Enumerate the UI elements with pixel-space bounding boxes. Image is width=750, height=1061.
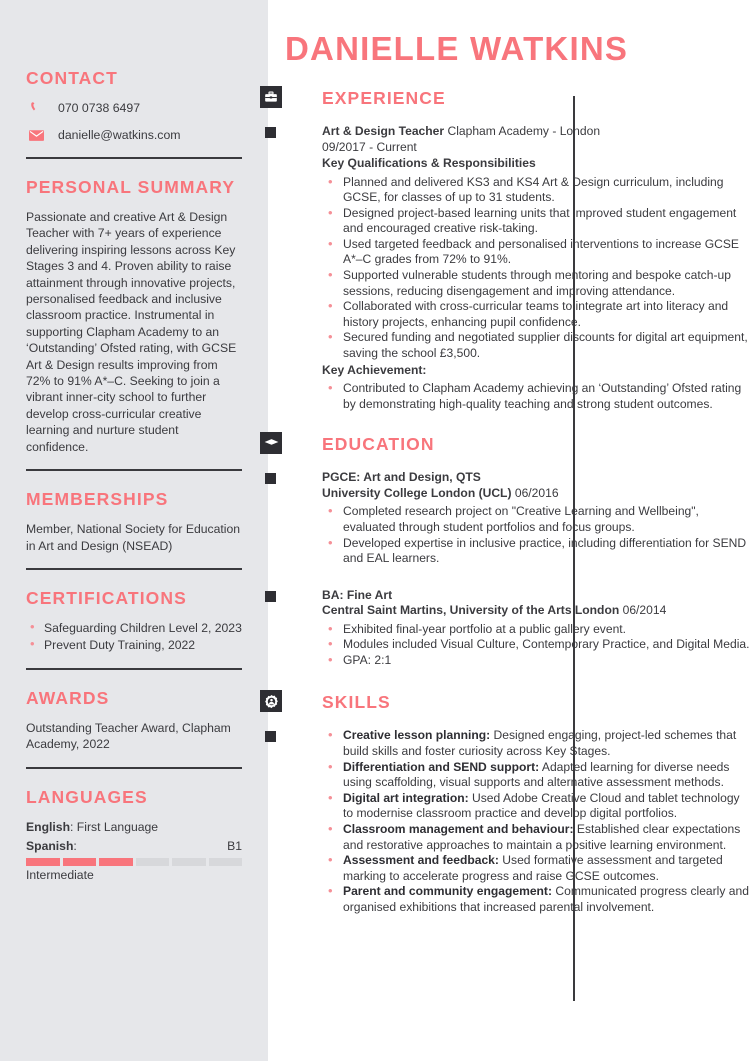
language-english-name: English <box>26 819 71 834</box>
summary-section <box>26 177 242 471</box>
list-item: • Planned and delivered KS3 and KS4 Art & Design curriculum, including GCSE, for classes of up to 31 students. <box>322 175 750 206</box>
list-item: • Prevent Duty Training, 2022 <box>26 637 242 653</box>
sidebar <box>0 0 268 1061</box>
list-item <box>322 853 750 884</box>
experience-header <box>285 86 750 110</box>
list-item: • Supported vulnerable students through mentoring and bespoke catch-up sessions, reducing disengagement and improving attendance. <box>322 268 750 299</box>
contact-section <box>26 0 242 159</box>
list-item: • Collaborated with cross-curricular teams to integrate art into literacy and history projects, enhancing pupil confidence. <box>322 299 750 330</box>
skill-name: Assessment and feedback: <box>343 853 499 868</box>
education-header <box>285 432 750 456</box>
education-title: EDUCATION <box>322 433 435 454</box>
contact-heading: CONTACT <box>26 68 118 88</box>
achievement-bullets <box>322 381 750 412</box>
job-dates: 09/2017 - Current <box>322 139 417 154</box>
school-name: Central Saint Martins, University of the Arts London <box>322 603 620 618</box>
skill-desc: Designed engaging, project-led schemes that build skills and foster curiosity across Key Stages. <box>343 728 737 759</box>
skill-name: Classroom management and behaviour: <box>343 822 574 837</box>
education-section <box>285 432 750 668</box>
bar-segment <box>136 858 170 866</box>
language-english-value: : First Language <box>70 819 159 834</box>
memberships-text: Member, National Society for Education in Art and Design (NSEAD) <box>26 522 241 553</box>
timeline-node <box>265 127 276 138</box>
list-item: • Modules included Visual Culture, Contemporary Practice, and Digital Media. <box>322 637 750 653</box>
certifications-list <box>26 620 242 654</box>
languages-section <box>26 787 242 882</box>
bar-segment <box>99 858 133 866</box>
language-spanish-name: Spanish <box>26 838 74 853</box>
list-item <box>322 791 750 822</box>
language-english <box>26 819 242 836</box>
phone-icon <box>26 100 46 116</box>
bar-segment <box>172 858 206 866</box>
list-item <box>322 822 750 853</box>
bar-segment <box>209 858 243 866</box>
list-item <box>322 884 750 915</box>
contact-email[interactable]: danielle@watkins.com <box>58 128 181 142</box>
summary-text: Passionate and creative Art & Design Teacher with 7+ years of experience delivering inspiring lessons across Key Stages 3 and 4. Proven ability to raise attainment through innovative projects, personalised feedback and inclusive classroom practice. Instrumental in supporting Clapham Academy to an ‘Outstanding’ Ofsted rating, with GCSE Art & Design results improving from 72% to 91% A*–C. Seeking to join a vibrant inner-city school to further develop cross-curricular creative learning and nurture student confidence. <box>26 210 237 454</box>
experience-title: EXPERIENCE <box>322 87 446 108</box>
skills-section <box>285 690 750 915</box>
awards-text: Outstanding Teacher Award, Clapham Academy, 2022 <box>26 720 231 752</box>
list-item: • Safeguarding Children Level 2, 2023 <box>26 620 242 636</box>
language-spanish-level-label: Intermediate <box>26 867 94 882</box>
list-item: • Completed research project on "Creative Learning and Wellbeing", evaluated through student portfolios and focus groups. <box>322 504 750 535</box>
school-date: 06/2016 <box>511 485 559 500</box>
achievement-label: Key Achievement: <box>322 362 427 377</box>
skill-name: Parent and community engagement: <box>343 884 552 899</box>
school-name: University College London (UCL) <box>322 485 512 500</box>
experience-bullets <box>322 175 750 362</box>
school-line <box>322 603 750 619</box>
list-item: • Designed project-based learning units that improved student engagement and encouraged creative risk-taking. <box>322 206 750 237</box>
memberships-section <box>26 489 242 570</box>
experience-section <box>285 86 750 412</box>
degree <box>322 470 750 486</box>
skills-entry <box>285 728 750 915</box>
skills-header <box>285 690 750 714</box>
language-spanish-value: : <box>73 838 77 853</box>
briefcase-icon <box>260 86 282 108</box>
skills-title: SKILLS <box>322 691 391 712</box>
skill-name: Creative lesson planning: <box>343 728 491 743</box>
bar-segment <box>26 858 60 866</box>
language-proficiency-bar <box>26 858 242 866</box>
job-company: Clapham Academy - London <box>444 124 601 138</box>
main-content <box>268 0 750 1061</box>
education-entry <box>285 470 750 566</box>
divider <box>26 157 242 159</box>
list-item: • Secured funding and negotiated supplier discounts for digital art equipment, saving the school £3,500. <box>322 330 750 361</box>
awards-heading: AWARDS <box>26 687 110 708</box>
list-item <box>322 760 750 791</box>
skill-desc: Communicated progress clearly and organised exhibitions that increased parental involvement. <box>343 884 749 914</box>
degree-text: PGCE: Art and Design, QTS <box>322 470 481 485</box>
page-title: DANIELLE WATKINS <box>285 30 629 67</box>
education-entry <box>285 588 750 669</box>
list-item: • Contributed to Clapham Academy achieving an ‘Outstanding’ Ofsted rating by demonstrating high-quality teaching and strong student outcomes. <box>322 381 750 412</box>
skill-desc: Established clear expectations and restorative approaches to maintain a positive learning environment. <box>343 822 741 852</box>
divider <box>26 767 242 769</box>
gear-person-icon <box>260 690 282 712</box>
timeline-node <box>265 473 276 484</box>
divider <box>26 668 242 670</box>
job-title: Art & Design Teacher <box>322 124 445 138</box>
qualifications-label: Key Qualifications & Responsibilities <box>322 156 536 170</box>
list-item: • Used targeted feedback and personalised interventions to increase GCSE A*–C grades from 72% to 91%. <box>322 237 750 268</box>
experience-entry <box>285 124 750 412</box>
contact-email-row <box>26 127 242 143</box>
awards-section <box>26 688 242 769</box>
school-date: 06/2014 <box>619 603 667 618</box>
skills-list <box>322 728 750 915</box>
timeline-node <box>265 591 276 602</box>
contact-phone-row <box>26 100 242 116</box>
timeline-node <box>265 731 276 742</box>
bar-segment <box>63 858 97 866</box>
languages-heading: LANGUAGES <box>26 786 148 807</box>
list-item: • GPA: 2:1 <box>322 653 750 669</box>
degree <box>322 588 750 604</box>
certifications-heading: CERTIFICATIONS <box>26 587 187 608</box>
summary-heading: PERSONAL SUMMARY <box>26 177 236 197</box>
list-item: • Developed expertise in inclusive practice, including differentiation for SEND and EAL learners. <box>322 536 750 567</box>
language-spanish-level-code: B1 <box>227 838 242 853</box>
memberships-heading: MEMBERSHIPS <box>26 489 169 510</box>
school-line <box>322 486 750 502</box>
skill-desc: Adapted learning for diverse needs using scaffolding, visual supports and alternative assessment methods. <box>343 759 730 790</box>
skill-desc: Used Adobe Creative Cloud and tablet technology to modernise classroom practice and develop digital portfolios. <box>343 790 740 821</box>
envelope-icon <box>26 127 46 143</box>
graduation-cap-icon <box>260 432 282 454</box>
certifications-section <box>26 588 242 670</box>
skill-desc: Used formative assessment and targeted marking to accelerate progress and raise GCSE outcomes. <box>343 853 723 883</box>
skill-name: Digital art integration: <box>343 790 469 805</box>
contact-phone[interactable]: 070 0738 6497 <box>58 101 141 115</box>
education-bullets <box>322 622 750 669</box>
education-bullets <box>322 504 750 566</box>
list-item: • Exhibited final-year portfolio at a public gallery event. <box>322 622 750 638</box>
divider <box>26 469 242 471</box>
job-heading <box>322 124 750 140</box>
skill-name: Differentiation and SEND support: <box>343 759 540 774</box>
list-item <box>322 728 750 759</box>
degree-text: BA: Fine Art <box>322 587 393 602</box>
divider <box>26 568 242 570</box>
language-spanish <box>26 838 242 855</box>
